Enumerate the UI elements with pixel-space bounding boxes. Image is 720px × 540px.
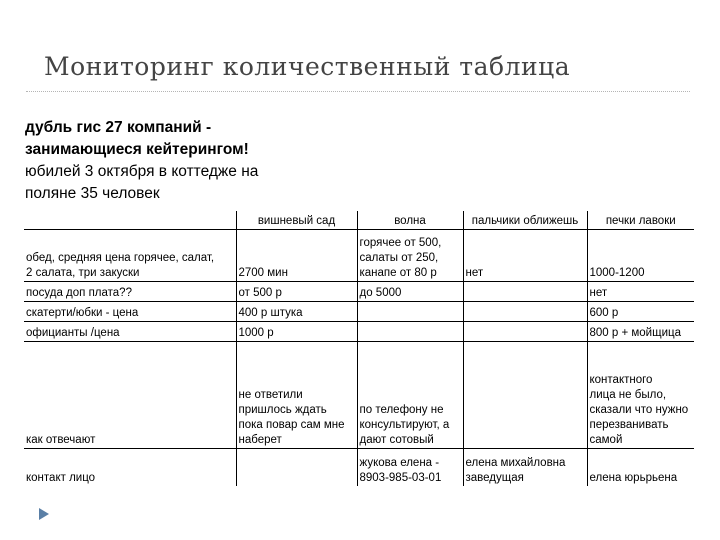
table-cell — [587, 449, 694, 487]
table-cell — [463, 342, 587, 449]
table-cell — [587, 342, 694, 449]
cell-text-line: елена юрьрьена — [589, 472, 678, 484]
cell-text-line: елена михайловна — [465, 457, 566, 469]
cell-text-line: как отвечают — [26, 434, 96, 446]
table-cell — [24, 342, 236, 449]
table-cell — [587, 230, 694, 282]
cell-text-line: дают сотовый — [359, 434, 434, 446]
cell-text-line: самой — [589, 434, 623, 446]
table-cell — [357, 449, 463, 487]
table-cell — [24, 282, 236, 302]
table-cell — [357, 322, 463, 342]
table-cell — [357, 342, 463, 449]
table-cell — [236, 230, 357, 282]
table-cell — [587, 322, 694, 342]
table-header-row — [24, 211, 694, 230]
cell-text-line: заведущая — [465, 472, 524, 484]
cell-text-line: контакт лицо — [26, 472, 96, 484]
intro-line: юбилей 3 октября в коттедже на — [25, 163, 259, 180]
table-cell — [463, 302, 587, 322]
table-cell — [236, 322, 357, 342]
table-cell — [24, 302, 236, 322]
cell-text-line: 400 р штука — [238, 307, 303, 319]
table-cell — [463, 230, 587, 282]
cell-text-line: лица не было, — [589, 389, 667, 401]
table-cell — [24, 322, 236, 342]
table-cell — [463, 322, 587, 342]
table-cell — [24, 230, 236, 282]
table-row — [24, 342, 694, 449]
cell-text-line: 1000-1200 — [589, 267, 645, 279]
header-cell: пальчики оближешь — [463, 211, 587, 230]
table-body — [24, 230, 694, 487]
cell-text-line: 2700 мин — [238, 267, 288, 279]
header-cell: волна — [357, 211, 463, 230]
table-row — [24, 302, 694, 322]
table-cell — [463, 449, 587, 487]
monitoring-table — [24, 211, 694, 486]
table-cell — [236, 282, 357, 302]
cell-text-line: жукова елена - — [359, 457, 440, 469]
title-divider — [26, 91, 690, 92]
table-cell — [236, 302, 357, 322]
cell-text-line: 800 р + мойщица — [589, 327, 681, 339]
cell-text-line: нет — [465, 267, 484, 279]
header-cell: печки лавоки — [587, 211, 694, 230]
cell-text-line: до 5000 — [359, 287, 402, 299]
cell-text-line: пришлось ждать — [238, 404, 327, 416]
cell-text-line: контактного — [589, 374, 653, 386]
table-row — [24, 449, 694, 487]
intro-line: поляне 35 человек — [25, 185, 160, 202]
intro-bold-line: дубль гис 27 компаний - — [25, 119, 212, 136]
cell-text-line: по телефону не — [359, 404, 444, 416]
cell-text-line: салаты от 250, — [359, 252, 439, 264]
table-cell — [357, 302, 463, 322]
table-cell — [236, 449, 357, 487]
cell-text-line: скатерти/юбки - цена — [26, 307, 139, 319]
cell-text-line: обед, средняя цена горячее, салат, — [26, 252, 215, 264]
table-cell — [24, 449, 236, 487]
table-cell — [357, 230, 463, 282]
cell-text-line: 1000 р — [238, 327, 274, 339]
cell-text-line: наберет — [238, 434, 282, 446]
table-row — [24, 230, 694, 282]
cell-text-line: сказали что нужно — [589, 404, 689, 416]
triangle-bullet-icon — [37, 507, 51, 521]
cell-text-line: перезванивать — [589, 419, 669, 431]
cell-text-line: канапе от 80 р — [359, 267, 437, 279]
table-cell — [587, 282, 694, 302]
cell-text-line: пока повар сам мне — [238, 419, 345, 431]
table-cell — [236, 342, 357, 449]
cell-text-line: горячее от 500, — [359, 237, 442, 249]
cell-text-line: 8903-985-03-01 — [359, 472, 442, 484]
table-cell — [587, 302, 694, 322]
header-cell — [24, 211, 236, 230]
header-cell: вишневый сад — [236, 211, 357, 230]
table-cell — [357, 282, 463, 302]
cell-text-line: официанты /цена — [26, 327, 120, 339]
page-title: Мониторинг количественный таблица — [44, 52, 571, 81]
table-cell — [463, 282, 587, 302]
cell-text-line: не ответили — [238, 389, 303, 401]
cell-text-line: 600 р — [589, 307, 619, 319]
intro-bold-line: занимающиеся кейтерингом! — [25, 141, 249, 158]
cell-text-line: нет — [589, 287, 608, 299]
cell-text-line: от 500 р — [238, 287, 282, 299]
table-row — [24, 282, 694, 302]
cell-text-line: 2 салата, три закуски — [26, 267, 140, 279]
cell-text-line: посуда доп плата?? — [26, 287, 132, 299]
table-row — [24, 322, 694, 342]
intro-text — [25, 117, 345, 205]
cell-text-line: консультируют, а — [359, 419, 450, 431]
